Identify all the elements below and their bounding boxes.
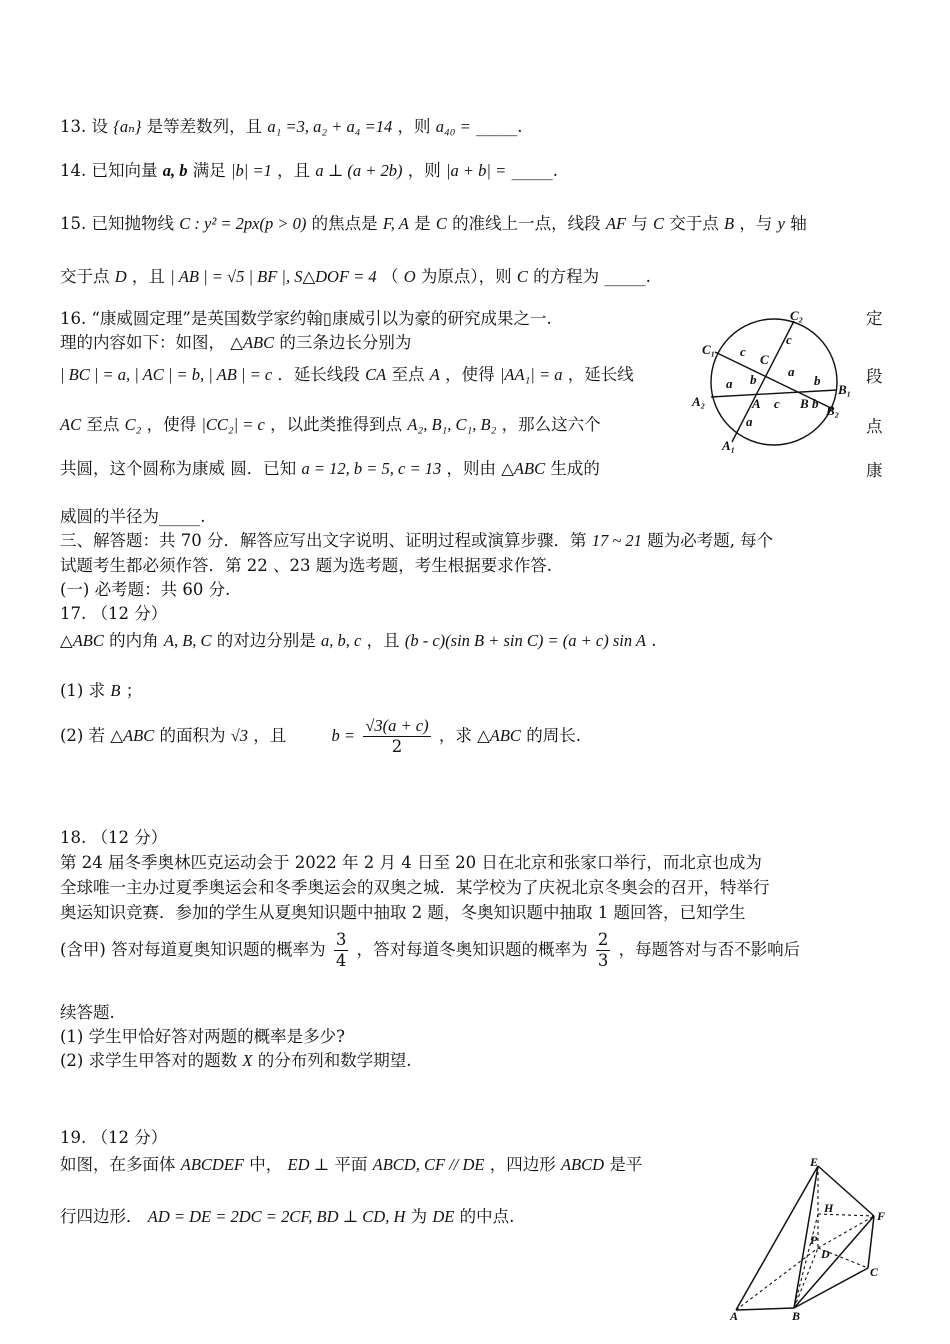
q16-line3: | BC | = a, | AC | = b, | AB | = c ．延长线段 CA 至点 A ，使得 |AA₁| = a ，延长线 [60, 365, 634, 384]
q16-line1: 16. “康威圆定理”是英国数学家约翰▯康威引以为豪的研究成果之一. [60, 309, 552, 328]
label-a: A [752, 396, 761, 411]
label-c: C [760, 352, 769, 367]
q17-part1: (1) 求 B ； [60, 681, 143, 700]
q18-fraction-2-3: $\frac{2}{3}$ [597, 930, 609, 970]
label-c-2: c [786, 332, 792, 347]
q16-line2: 理的内容如下：如图， △ABC 的三条边长分别为 [60, 333, 412, 352]
label-c: C [870, 1265, 879, 1279]
section-3-line3: (一) 必考题：共 60 分. [60, 580, 231, 599]
section-3-line1: 三、解答题：共 70 分．解答应写出文字说明、证明过程或演算步骤．第 17 ~ 21 题为必考题, 每个 [60, 531, 774, 550]
label-a2: A₂ [692, 394, 706, 409]
q15-blank: _____. [604, 267, 651, 286]
q13-blank: _____. [476, 117, 523, 136]
q13-number: 13. [60, 117, 87, 136]
q16-line4: AC 至点 C₂ ，使得 |CC₂| = c ，以此类推得到点 A₂, B₁, C₁, B₂ ，那么这六个 [60, 415, 601, 434]
q14-blank: _____. [511, 161, 558, 180]
label-b: B [792, 1309, 801, 1322]
label-b1: B₁ [838, 382, 852, 397]
q18-line5: 续答题. [60, 1003, 115, 1022]
q18-line3: 奥运知识竞赛．参加的学生从夏奥知识题中抽取 2 题，冬奥知识题中抽取 1 题回答，已知学生 [60, 903, 746, 922]
label-c-1: c [740, 344, 746, 359]
label-b-2: b [814, 373, 821, 388]
q18-line4: (含甲) 答对每道夏奥知识题的概率为 $\frac{3}{4}$ ，答对每道冬奥知识题的概率为 $\frac{2}{3}$ ，每题答对与否不影响后 [60, 930, 801, 970]
conway-circle-figure [688, 304, 858, 456]
label-a: A [730, 1309, 739, 1322]
q16-line5: 共圆，这个圆称为康威 圆．已知 a = 12, b = 5, c = 13 ，则由 △ABC 生成的 [60, 459, 600, 478]
label-a1: A₁ [722, 438, 736, 453]
q17-part2: (2) 若 △ABC 的面积为 √3 ，且 b = $\frac{√3(a + c)}{2}$ ，求 △ABC 的周长. [60, 716, 581, 756]
label-d: D [821, 1247, 830, 1261]
line-c2-a1 [732, 321, 794, 442]
q19-line1: 如图，在多面体 ABCDEF 中， ED ⊥ 平面 ABCD, CF // DE ，四边形 ABCD 是平 [60, 1155, 643, 1174]
q14: 14. 已知向量 a, b 满足 |b| =1 ，且 a ⊥ (a + 2b) ，则 |a + b| = _____. [60, 161, 558, 180]
q16-line6: 威圆的半径为_____. [60, 507, 206, 526]
q18-line1: 第 24 届冬季奥林匹克运动会于 2022 年 2 月 4 日至 20 日在北京和张家口举行，而北京也成为 [60, 853, 762, 872]
q19-head: 19. （12 分） [60, 1128, 168, 1147]
label-b-1: b [750, 372, 757, 387]
q17-b-fraction: $\frac{√3(a + c)}{2}$ [365, 716, 429, 756]
label-b2: B₂ [826, 403, 840, 418]
q18-part1: (1) 学生甲恰好答对两题的概率是多少? [60, 1027, 345, 1046]
q13: 13. 设 {aₙ} 是等差数列，且 a₁ =3, a₂ + a₄ =14 ，则 a₄₀ = _____. [60, 117, 523, 136]
q15-number: 15. [60, 214, 87, 233]
q18-fraction-3-4: $\frac{3}{4}$ [335, 930, 347, 970]
q17-line1: △ABC 的内角 A, B, C 的对边分别是 a, b, c ，且 (b - c)(sin B + sin C) = (a + c) sin A . [60, 631, 657, 650]
polyhedron-figure [722, 1152, 894, 1322]
q19-line2: 行四边形． AD = DE = 2DC = 2CF, BD ⊥ CD, H 为 DE 的中点. [60, 1207, 515, 1226]
q15-line1: 15. 已知抛物线 C : y² = 2px(p > 0) 的焦点是 F, A 是 C 的准线上一点，线段 AF 与 C 交于点 B ，与 y 轴 [60, 214, 807, 233]
label-a-1: a [788, 364, 795, 379]
section-3-line2: 试题考生都必须作答．第 22 、23 题为选考题，考生根据要求作答. [60, 556, 552, 575]
q13-condition: a₁ =3, a₂ + a₄ =14 [267, 117, 393, 136]
label-a-2: a [726, 376, 733, 391]
q15-line2: 交于点 D ，且 | AB | = √5 | BF |, S△DOF = 4 （ O 为原点），则 C 的方程为 _____. [60, 267, 651, 286]
label-c1: C₁ [702, 342, 716, 357]
q13-ask: a₄₀ = [435, 117, 471, 136]
q18-part2: (2) 求学生甲答对的题数 X 的分布列和数学期望. [60, 1051, 412, 1070]
q18-line2: 全球唯一主办过夏季奥运会和冬季奥运会的双奥之城．某学校为了庆祝北京冬奥会的召开，特举行 [60, 878, 770, 897]
label-f: F [877, 1209, 886, 1223]
q13-sequence: {aₙ} [113, 117, 142, 136]
q18-head: 18. （12 分） [60, 828, 168, 847]
label-e: E [810, 1155, 819, 1169]
q16-number: 16. [60, 309, 87, 328]
label-c-3: c [774, 396, 780, 411]
label-c2: C₂ [790, 308, 804, 323]
label-h: H [824, 1201, 834, 1215]
label-p: P [810, 1233, 818, 1247]
label-b: B [800, 396, 809, 411]
label-a-3: a [746, 414, 753, 429]
q17-head: 17. （12 分） [60, 604, 168, 623]
label-b-3: b [812, 396, 819, 411]
q14-number: 14. [60, 161, 87, 180]
